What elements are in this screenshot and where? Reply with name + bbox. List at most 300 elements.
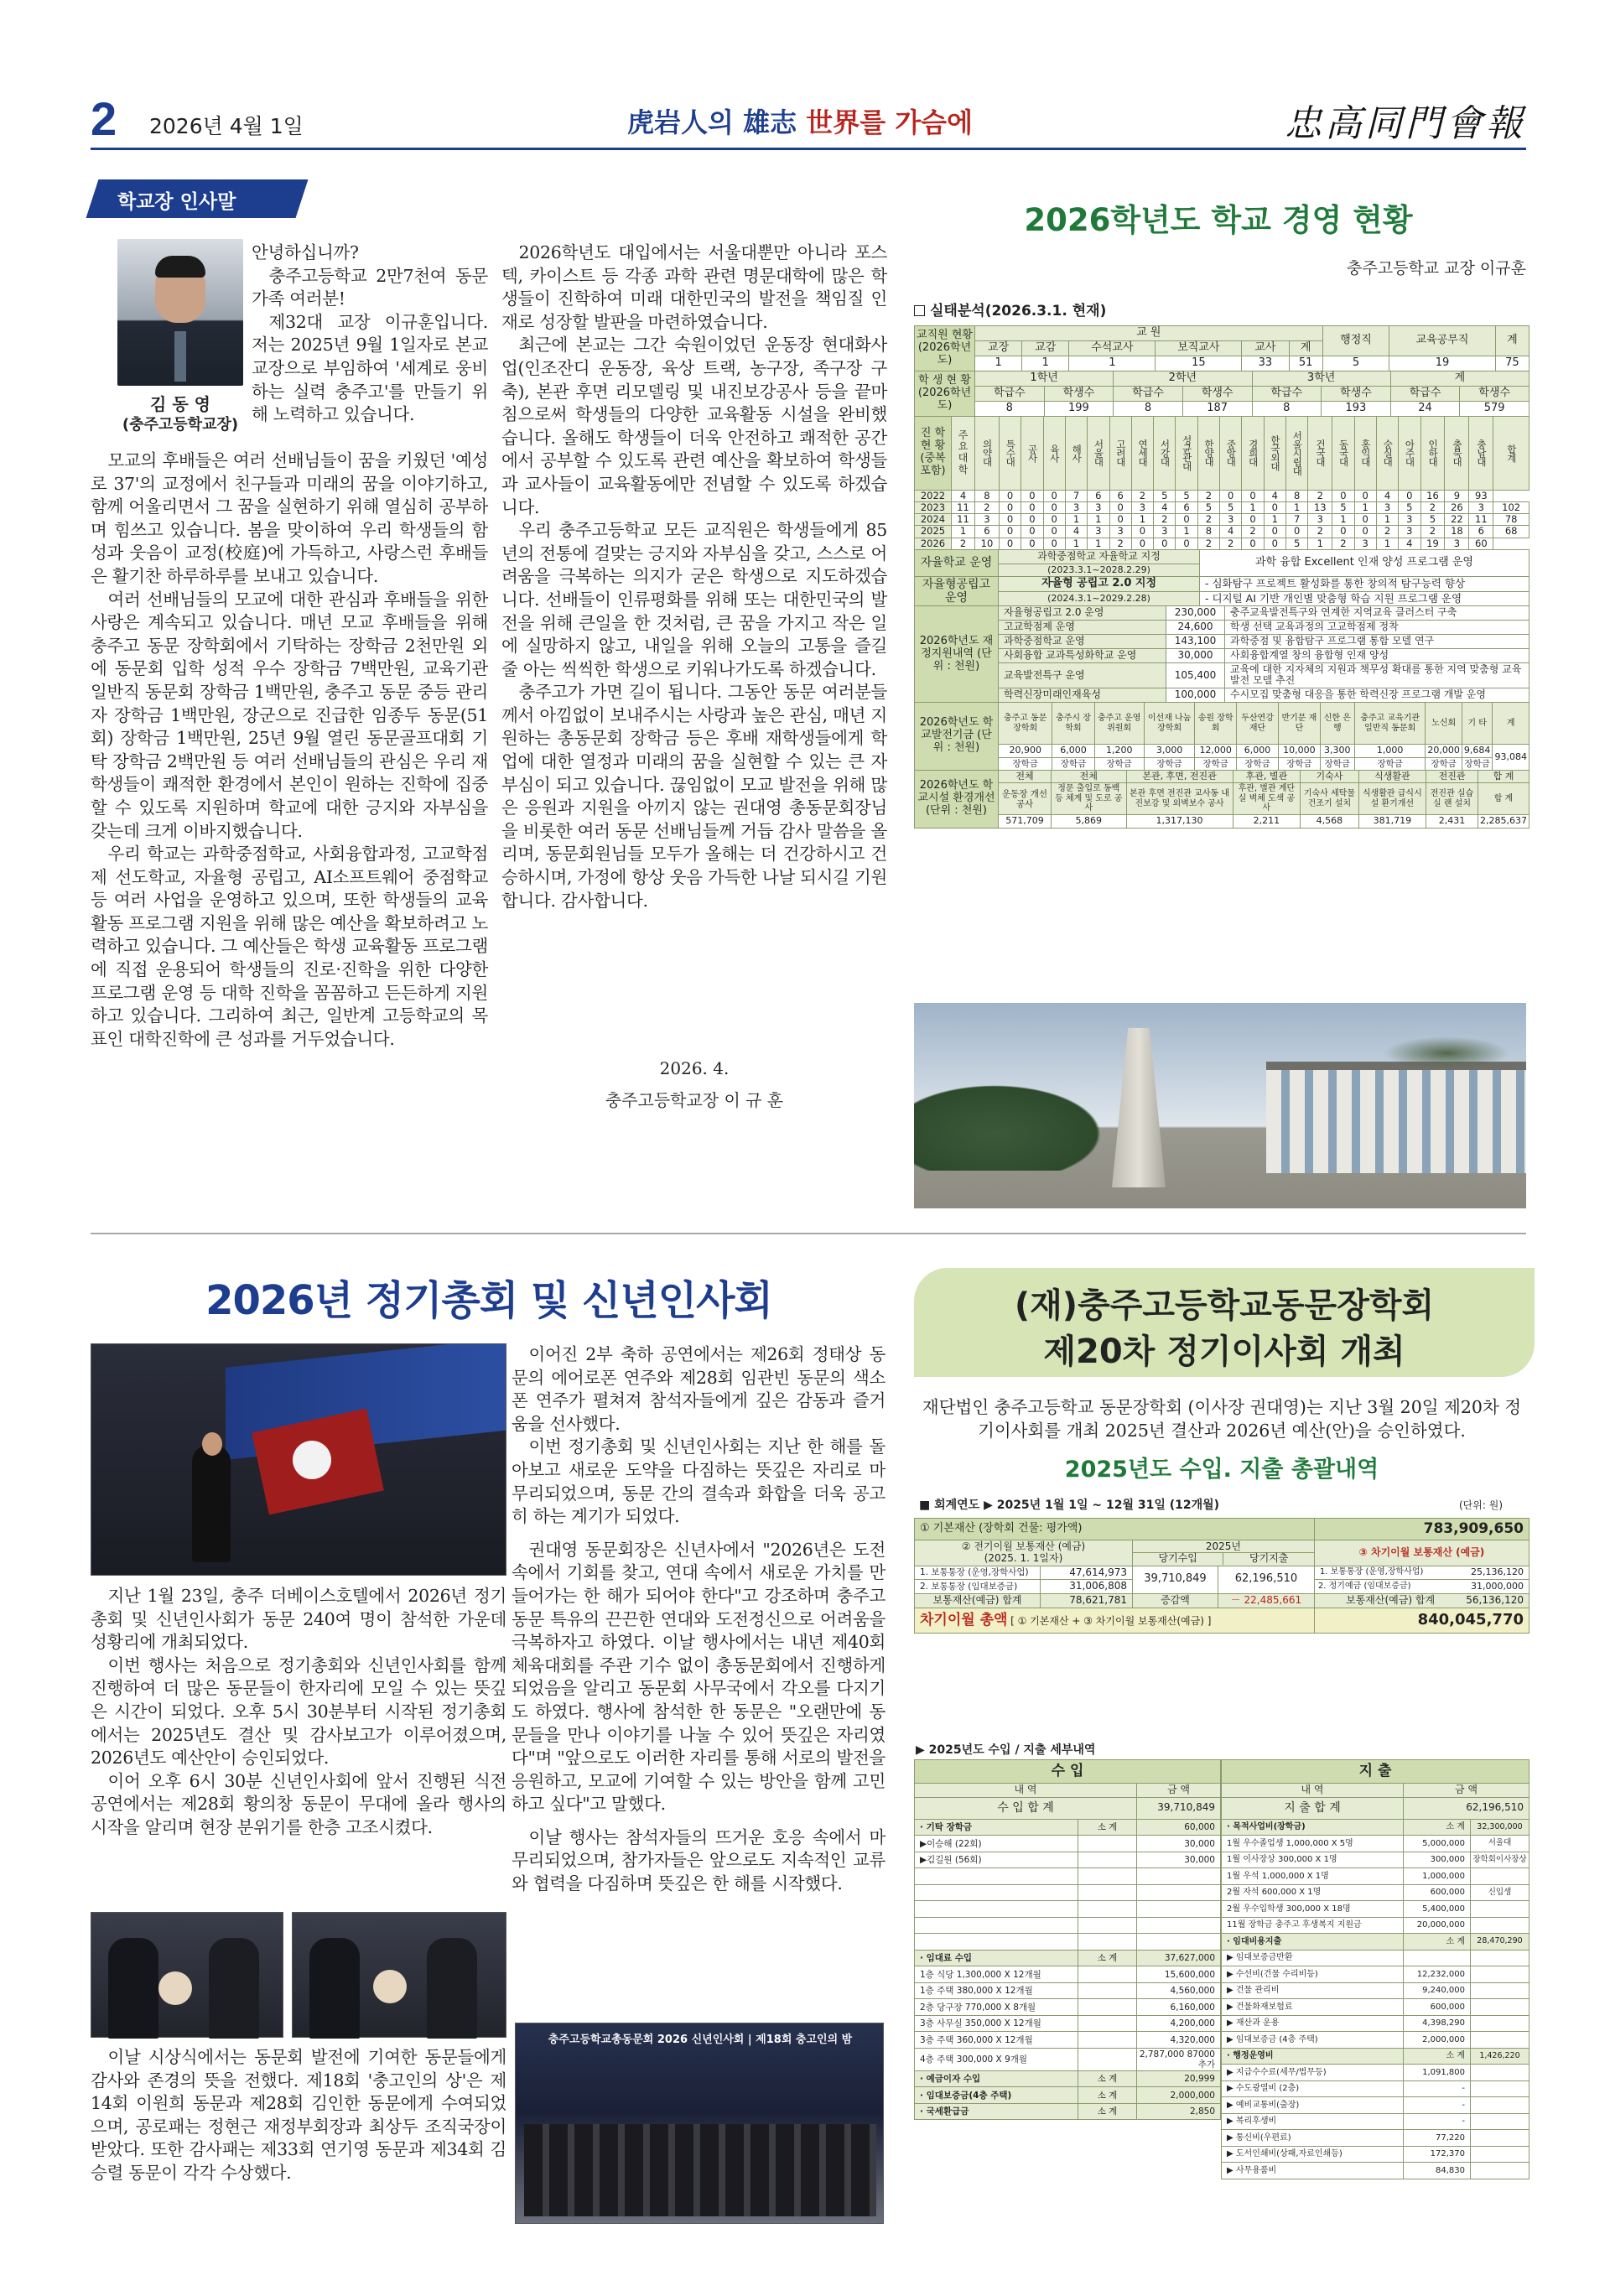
total-row (915, 1608, 1315, 1633)
expense-note (1471, 2015, 1530, 2032)
admission-value: 4 (1264, 490, 1285, 501)
admission-value: 8 (975, 490, 1000, 501)
scholar-head: 이선재 나눔 장학회 (1144, 703, 1195, 745)
scholar-table (914, 702, 1530, 771)
expense-note (1471, 1966, 1530, 1983)
paragraph: 여러 선배님들의 모교에 대한 관심과 후배들을 위한 사랑은 계속되고 있습니다. 매년 모교 후배들을 위해 충주고 동문 장학회에서 기탁하는 장학금 2천만원 외에 동문회 입학 성적 우수 장학금 7백만원, 교육기관 일반직 동문회 장학금 1백만원, 충주고 동문 중등 관리자 장학금 1백만원, 장군으로 진급한 임종두 동문(51회) 장학금 1백만원, 25년 9월 열린 동문골프대회 기탁 장학금 2백만원 등 여러 선배님들의 관심은 우리 재학생들이 쾌적한 환경에서 본인이 원하는 진학에 집중할 수 있도록 지원하며 학교에 대한 긍지와 자부심을 갖는데 크게 이바지했습니다. (91, 589, 488, 841)
next-row-2-label: 2. 정기예금 (임대보증금) (1317, 1581, 1411, 1591)
admission-value: 0 (1354, 514, 1376, 526)
facility-value: 2,211 (1233, 814, 1301, 828)
admission-value: 11 (1469, 514, 1493, 526)
admission-value: 0 (1332, 526, 1354, 538)
facility-value: 2,431 (1426, 814, 1478, 828)
expense-amount: 600,000 (1404, 1999, 1471, 2016)
scholar-value: 3,300 (1320, 745, 1354, 758)
admission-year: 2026 (915, 538, 952, 549)
admission-value: 93 (1469, 490, 1493, 501)
finance-item: 과학중점학교 운영 (999, 635, 1166, 649)
sum-next-label: 보통재산(예금) 합계 (1346, 1594, 1436, 1607)
public-c: - 디지털 AI 기반 개인별 맞춤형 학습 지원 프로그램 운영 (1200, 592, 1530, 606)
slogan-part-a: 虎岩人의 (627, 106, 744, 138)
admission-value: 3 (1469, 501, 1493, 513)
scholar-kind: 장학금 (1354, 757, 1425, 770)
admission-value: 4 (1220, 526, 1242, 538)
public-period: (2024.3.1~2029.2.28) (999, 592, 1200, 606)
income-amount: 30,000 (1137, 1852, 1221, 1868)
admission-value: 2 (1242, 526, 1264, 538)
finance-desc: 충주교육발전특구와 연계한 지역교육 클러스터 구축 (1225, 606, 1530, 621)
expense-row (1222, 1917, 1530, 1934)
total-desc: [ ① 기본재산 + ③ 차기이월 보통재산(예금) ] (1010, 1614, 1212, 1627)
grade-1: 1학년 (975, 371, 1114, 386)
admission-label: 진 학 현 황 (중복 포함) (915, 416, 952, 490)
basic-asset-value: 783,909,650 (1314, 1519, 1529, 1540)
expense-amount: 172,370 (1404, 2146, 1471, 2163)
income-sub (1078, 1868, 1137, 1885)
expense-row (1222, 2065, 1530, 2081)
income-row (915, 1819, 1221, 1836)
admission-value: 0 (999, 501, 1021, 513)
income-row (915, 2015, 1221, 2032)
scholar-head: 신한 은행 (1320, 703, 1354, 745)
expense-item: 2월 우수입학생 300,000 X 18명 (1222, 1901, 1404, 1918)
expense-note: 28,470,290 (1471, 1934, 1530, 1951)
autonomy-label: 자율학교 운영 (915, 549, 999, 576)
photo-icon (108, 1938, 158, 2039)
income-amount: 4,320,000 (1137, 2032, 1221, 2049)
income-item: 1층 식당 1,300,000 X 12개월 (915, 1966, 1078, 1983)
teacher-group: 교 원 (975, 326, 1323, 341)
expense-row (1222, 2080, 1530, 2097)
student-table (914, 371, 1530, 417)
scholar-kind: 장학금 (999, 757, 1052, 770)
income-item (915, 1934, 1078, 1951)
student-col: 학급수 (1114, 386, 1183, 401)
expense-amount: 600,000 (1404, 1884, 1471, 1901)
admission-value: 3 (1354, 538, 1376, 549)
expense-amount: 20,000,000 (1404, 1917, 1471, 1934)
staff-value: 51 (1289, 356, 1322, 371)
scholar-value: 20,000 (1426, 745, 1462, 758)
admission-value: 2 (1197, 514, 1219, 526)
admission-value: 0 (1109, 514, 1131, 526)
expense-item: ▶ 수도광열비 (2층) (1222, 2080, 1404, 2097)
income-amount: 30,000 (1137, 1836, 1221, 1852)
scholar-head: 충주고 동문 장학회 (999, 703, 1052, 745)
ordinary-sub: (2025. 1. 1일자) (984, 1551, 1063, 1564)
admission-col: 연세대 (1131, 416, 1153, 490)
diff-label: 증감액 (1133, 1594, 1218, 1608)
admission-value: 5 (1154, 490, 1176, 501)
admission-col: 육사 (1043, 416, 1065, 490)
income-item: · 임대보증금(4층 주택) (915, 2087, 1078, 2104)
paragraph: 이날 시상식에서는 동문회 발전에 기여한 동문들에게 감사와 존경의 뜻을 전했다. 제18회 '충고인의 상'은 제14회 이원희 동문과 제28회 김인한 동문에게 수여되었으며, 공로패는 정현근 재정부회장과 최상두 조직국장이 받았다. 또한 감사패는 제33회 연기영 동문과 제34회 김승렬 동문이 각각 수상했다. (91, 2047, 506, 2183)
admission-value: 0 (1220, 490, 1242, 501)
finance-table (914, 605, 1530, 703)
admission-value: 1 (1242, 501, 1264, 513)
award-photo-1 (91, 1912, 283, 2038)
expense-item: ▶ 재산과 운용 (1222, 2015, 1404, 2032)
paragraph: 이번 정기총회 및 신년인사회는 지난 한 해를 돌아보고 새로운 도약을 다짐하는 뜻깊은 자리로 마무리되었으며, 동문 간의 결속과 화합을 더욱 공고히 하는 계기가 되었다. (512, 1436, 886, 1527)
finance-desc: 과학중점 및 융합탐구 프로그램 통합 모델 연구 (1225, 635, 1530, 649)
sum-next-inner (1315, 1595, 1529, 1607)
paragraph: 이날 행사는 참석자들의 뜨거운 호응 속에서 마무리되었으며, 참가자들은 앞으로도 지속적인 교류와 협력을 다짐하며 뜻깊은 한 해를 시작했다. (512, 1826, 886, 1894)
admission-value: 6 (1109, 490, 1131, 501)
admission-value: 0 (1021, 514, 1043, 526)
admission-year: 2024 (915, 514, 952, 526)
income-amount (1137, 1868, 1221, 1885)
expense-amount: 77,220 (1404, 2130, 1471, 2147)
admission-value: 1 (952, 526, 975, 538)
person (209, 1938, 259, 2039)
sum-prev-value: 78,621,781 (1041, 1594, 1133, 1608)
expense-note (1471, 2130, 1530, 2147)
expense-item: ▶ 통신비(우편료) (1222, 2130, 1404, 2147)
expense-note (1471, 2146, 1530, 2163)
greeting-column-2 (501, 242, 887, 912)
income-row (915, 1901, 1221, 1918)
prev-row-1-label: 1. 보통통장 (운영,장학사업) (915, 1566, 1041, 1580)
admission-value: 0 (1242, 538, 1264, 549)
paragraph: 이어진 2부 축하 공연에서는 제26회 정태상 동문의 에어로폰 연주와 제28회 임관빈 동문의 색소폰 연주가 펼쳐져 참석자들에게 깊은 감동과 즐거움을 선사했다. (512, 1344, 886, 1434)
page-header (91, 88, 1526, 147)
admission-col: 동국대 (1332, 416, 1354, 490)
expense-item: ▶ 수선비(건물 수리비등) (1222, 1966, 1404, 1983)
paragraph: 2026학년도 대입에서는 서울대뿐만 아니라 포스텍, 카이스트 등 각종 과학 관련 명문대학에 많은 학생들이 진학하여 미래 대한민국의 발전을 책임질 인재로 성장할 발판을 마련하였습니다. (501, 242, 887, 332)
facility-value: 1,317,130 (1126, 814, 1233, 828)
admission-value: 22 (1445, 514, 1469, 526)
finance-amount: 230,000 (1166, 606, 1225, 621)
admission-col: 인하대 (1420, 416, 1445, 490)
expense-head: 지 출 (1222, 1760, 1530, 1784)
admission-value: 5 (1420, 514, 1445, 526)
admission-col: 한국외대 (1264, 416, 1285, 490)
staff-col: 수석교사 (1069, 340, 1156, 356)
admission-value: 6 (1088, 490, 1109, 501)
public-a: 자율형 공립고 2.0 지정 (999, 577, 1200, 592)
student-col: 학생수 (1044, 386, 1114, 401)
income-amount (1137, 1917, 1221, 1934)
admission-col: 공사 (1021, 416, 1043, 490)
facility-head: 운동장 개선 공사 (999, 783, 1052, 815)
admission-value: 3 (1088, 526, 1109, 538)
admission-row (915, 538, 1530, 549)
expense-note (1471, 1868, 1530, 1885)
admission-value: 0 (1109, 501, 1131, 513)
income-row (915, 2032, 1221, 2049)
prev-row-1-val: 47,614,973 (1041, 1566, 1133, 1580)
foundation-title-1: (재)충주고등학교동문장학회 (1014, 1286, 1435, 1325)
expense-table (1221, 1759, 1530, 2179)
expense-row (1222, 1999, 1530, 2016)
paragraph: 모교의 후배들은 여러 선배님들이 꿈을 키웠던 '예성로 37'의 교정에서 친구들과 미래의 꿈을 이야기하고, 함께 어울리면서 그 꿈을 실현하기 위해 열심히 공부하며 힘쓰고 있습니다. 봄을 맞이하여 우리 학생들의 함성과 웃음이 교정(校庭)에 가득하고, 사랑스런 후배들은 활기찬 하루하루를 보내고 있습니다. (91, 450, 488, 586)
admission-value: 8 (1286, 490, 1308, 501)
income-item: · 기탁 장학금 (915, 1819, 1078, 1836)
income-row (915, 1868, 1221, 1885)
admission-value: 8 (1197, 526, 1219, 538)
facility-top: 본관, 후면, 전진관 (1126, 770, 1233, 783)
facility-head: 기숙사 세탁물 건조기 설치 (1301, 783, 1358, 815)
expense-note (1471, 1982, 1530, 1999)
finance-item: 교육발전특구 운영 (999, 662, 1166, 688)
status-title: 2026학년도 학교 경영 현황 (1024, 202, 1413, 238)
detail-expense (1221, 1759, 1530, 2179)
finance-item: 자율형공립고 2.0 운영 (999, 606, 1166, 621)
admission-value: 3 (1399, 514, 1420, 526)
admission-value: 2 (1131, 490, 1153, 501)
income-item: ▶이승해 (22회) (915, 1836, 1078, 1852)
admission-value: 9 (1445, 490, 1469, 501)
students-label: 학 생 현 황(2026학년도) (915, 371, 975, 416)
facility-label: 2026학년도 학교시설 환경개선 (단위 : 천원) (915, 770, 999, 828)
admission-value: 1 (1065, 538, 1087, 549)
finance-label: 2026학년도 재정지원내역 (단위 : 천원) (915, 606, 999, 703)
detail-title: ▶ 2025년도 수입 / 지출 세부내역 (916, 1743, 1096, 1757)
income-row (915, 2103, 1221, 2120)
scholar-value: 10,000 (1279, 745, 1321, 758)
bouquet (158, 1971, 192, 2005)
paragraph: 우리 학교는 과학중점학교, 사회융합과정, 고교학점제 선도학교, 자율형 공립고, AI소프트웨어 중점학교 등 여러 사업을 운영하고 있으며, 또한 학생들의 교육활동 프로그램 지원을 위해 많은 예산을 확보하려고 노력하고 있습니다. 그 예산들은 학생 교육활동 프로그램에 직접 운용되어 학생들의 진로·진학을 위한 다양한 프로그램 운영 등 대학 진학을 꼼꼼하고 든든하게 지원하고 있습니다. 그리하여 최근, 일반계 고등학교의 목표인 대학진학에 큰 성과를 거두었습니다. (91, 844, 488, 1049)
unit-label: (단위: 원) (1459, 1499, 1503, 1511)
admission-value: 1 (1354, 501, 1376, 513)
income-sub: 소 계 (1078, 2103, 1137, 2120)
student-col: 학생수 (1460, 386, 1530, 401)
staff-value: 15 (1156, 356, 1242, 371)
expense-amount: 84,830 (1404, 2163, 1471, 2179)
meeting-title: 2026년 정기총회 및 신년인사회 (205, 1277, 772, 1324)
admission-col: 중앙대 (1220, 416, 1242, 490)
expense-col-name: 내 역 (1222, 1784, 1404, 1798)
school-building (1266, 1068, 1526, 1173)
admission-value: 3 (1308, 514, 1332, 526)
expense-item: ▶ 임대보증금반환 (1222, 1950, 1404, 1966)
slogan-part-b: 雄志 (743, 106, 807, 138)
income-item: 1층 주택 380,000 X 12개월 (915, 1982, 1078, 1999)
expense-row (1222, 1982, 1530, 1999)
income-row (915, 2070, 1221, 2087)
expense-note (1471, 1901, 1530, 1918)
income-amount: 4,200,000 (1137, 2015, 1221, 2032)
admission-value: 13 (1308, 501, 1332, 513)
sum-next (1314, 1594, 1529, 1608)
admission-value: 0 (999, 490, 1021, 501)
scholar-head: 충주고 교육기관 일반직 동문회 (1354, 703, 1425, 745)
admission-value: 3 (1131, 501, 1153, 513)
admission-year: 2023 (915, 501, 952, 513)
header-rule (91, 148, 1526, 150)
person (427, 1938, 477, 2039)
admission-value: 1 (1264, 514, 1285, 526)
admission-value: 3 (1154, 526, 1176, 538)
scholar-kind: 장학금 (1195, 757, 1237, 770)
expense-amount: 1,091,800 (1404, 2065, 1471, 2081)
basic-asset-label: ① 기본재산 (장학회 건물: 평가액) (915, 1519, 1315, 1540)
admission-value: 1 (1176, 526, 1197, 538)
admission-value: 1 (1308, 538, 1332, 549)
detail-income (914, 1759, 1221, 2120)
expense-row (1222, 2163, 1530, 2179)
scholar-kind: 장학금 (1320, 757, 1354, 770)
next-row-1-val: 25,136,120 (1471, 1566, 1524, 1578)
autonomy-a: 과학중점학교 자율학교 지정 (999, 549, 1200, 564)
autonomy-b: 과학 융합 Excellent 인재 양성 프로그램 운영 (1200, 549, 1530, 576)
inout-labels (1133, 1553, 1314, 1565)
admission-value: 60 (1469, 538, 1493, 549)
admission-value: 0 (1332, 490, 1354, 501)
event-banner: 충주고등학교총동문회 2026 신년인사회 | 제18회 충고인의 밤 (548, 2034, 853, 2046)
admission-value: 4 (952, 490, 975, 501)
expense-amount: - (1404, 2097, 1471, 2114)
scholar-value: 6,000 (1236, 745, 1278, 758)
admission-value: 16 (1420, 490, 1445, 501)
admission-col: 서강대 (1154, 416, 1176, 490)
income-sub (1078, 2015, 1137, 2032)
scholar-label: 2026학년도 학교발전기금 (단위 : 천원) (915, 703, 999, 771)
admission-value: 0 (1264, 501, 1285, 513)
staff-col: 교사 (1242, 340, 1289, 356)
paragraph: 지난 1월 23일, 충주 더베이스호텔에서 2026년 정기총회 및 신년인사회가 동문 240여 명이 참석한 가운데 성황리에 개최되었다. (91, 1586, 506, 1653)
staff-col: 교장 (975, 340, 1022, 356)
student-value: 8 (1252, 401, 1322, 416)
income-amount: 6,160,000 (1137, 1999, 1221, 2016)
scholar-head: 반기문 재단 (1279, 703, 1321, 745)
facility-top: 전체 (1052, 770, 1126, 783)
finance-amount: 105,400 (1166, 662, 1225, 688)
admission-value: 0 (1131, 526, 1153, 538)
status-byline: 충주고등학교 교장 이규훈 (1347, 259, 1526, 278)
admission-col: 서울대 (1088, 416, 1109, 490)
slogan-part-c: 世界를 가슴에 (806, 106, 974, 138)
admission-value: 0 (1286, 526, 1308, 538)
next-row-2-inner (1315, 1582, 1529, 1592)
student-value: 579 (1460, 401, 1530, 416)
expense-item: 1월 우석 1,000,000 X 1명 (1222, 1868, 1404, 1885)
admission-col: 서울시립대 (1286, 416, 1308, 490)
ordinary-label: ② 전기이월 보통재산 (예금) (961, 1540, 1086, 1552)
income-row (915, 1836, 1221, 1852)
income-sub (1078, 1966, 1137, 1983)
staff-value: 1 (1022, 356, 1069, 371)
greeting-line: 제32대 교장 이규훈입니다. 저는 2025년 9월 1일자로 본교 교장으로 부임하여 '세계로 웅비하는 실력 충주고'를 만들기 위해 노력하고 있습니다. (252, 311, 488, 425)
student-col: 학급수 (1390, 386, 1460, 401)
facility-head: 전진관 실습실 랜 설치 (1426, 783, 1478, 815)
scholar-head: 기 타 (1462, 703, 1493, 745)
income-sub (1078, 1934, 1137, 1951)
expense-row (1222, 2113, 1530, 2130)
meeting-column-a (91, 1585, 506, 1840)
income-amount: 20,999 (1137, 2070, 1221, 2087)
expense-item: 11월 장학금 충주고 후생복지 지원금 (1222, 1917, 1404, 1934)
expense-item: · 목적사업비(장학금) (1222, 1819, 1404, 1836)
staff-value: 33 (1242, 356, 1289, 371)
greeting-line: 충주고등학교 2만7천여 동문 가족 여러분! (252, 265, 488, 309)
facility-head: 식생활관 급식시설 환기개선 (1358, 783, 1426, 815)
expense-row (1222, 2130, 1530, 2147)
expense-note (1471, 2113, 1530, 2130)
admission-value: 2 (1197, 490, 1219, 501)
staff-col: 보직교사 (1156, 340, 1242, 356)
admission-col: 홍익대 (1354, 416, 1376, 490)
monument (1112, 1028, 1166, 1187)
expense-item: ▶ 복리후생비 (1222, 2113, 1404, 2130)
grade-3: 3학년 (1252, 371, 1390, 386)
photo-icon (1384, 1036, 1509, 1070)
foundation-subtitle: 2025년도 수입. 지출 총괄내역 (1064, 1457, 1379, 1483)
income-amount: 15,600,000 (1137, 1966, 1221, 1983)
admission-value: 5 (1197, 501, 1219, 513)
student-value: 8 (975, 401, 1045, 416)
admission-value: 2 (1220, 538, 1242, 549)
facility-top: 전체 (999, 770, 1052, 783)
admission-value: 6 (975, 526, 1000, 538)
admission-value: 0 (1131, 538, 1153, 549)
staff-col: 교감 (1022, 340, 1069, 356)
next-row-2-val: 31,000,000 (1471, 1580, 1524, 1592)
expense-amount: - (1404, 2080, 1471, 2097)
admission-value: 11 (952, 501, 975, 513)
student-col: 학급수 (975, 386, 1045, 401)
income-sub: 소 계 (1078, 1819, 1137, 1836)
admission-row (915, 490, 1530, 501)
next-row-1 (1314, 1566, 1529, 1580)
photo-icon (309, 1938, 360, 2039)
facility-head: 본관 후면 전진관 교사동 내진보강 및 외벽보수 공사 (1126, 783, 1233, 815)
public-label: 자율형공립고 운영 (915, 577, 999, 606)
finance-item: 학력신장미래인재육성 (999, 688, 1166, 703)
slogan (627, 101, 973, 140)
admission-value: 1 (1131, 514, 1153, 526)
income-row (915, 1884, 1221, 1901)
facility-top: 기숙사 (1301, 770, 1358, 783)
admission-row (915, 514, 1530, 526)
staff-value: 5 (1322, 356, 1389, 371)
income-item (915, 1901, 1078, 1918)
income-col-name: 내 역 (915, 1784, 1137, 1798)
scholar-kind: 장학금 (1462, 757, 1493, 770)
finance-desc: 사회융합계열 창의 융합형 인재 양성 (1225, 648, 1530, 662)
expense-note (1471, 2065, 1530, 2081)
finance-desc: 학생 선택 교육과정의 고교학점제 정착 (1225, 621, 1530, 635)
expense-note: 장학회이사장상 (1471, 1852, 1530, 1868)
admission-value: 10 (975, 538, 1000, 549)
admission-value: 3 (1445, 538, 1469, 549)
admission-col: 충북대 (1445, 416, 1469, 490)
tree-cluster (914, 1078, 1115, 1171)
facility-top: 식생활관 (1358, 770, 1426, 783)
income-sub (1078, 1836, 1137, 1852)
principal-title: (충주고등학교장) (122, 416, 239, 434)
admission-col: 고려대 (1109, 416, 1131, 490)
income-item (915, 1884, 1078, 1901)
next-row-2 (1314, 1580, 1529, 1594)
prev-row-2-val: 31,006,808 (1041, 1580, 1133, 1594)
staff-col: 행정직 (1322, 326, 1389, 356)
admission-col: 경희대 (1242, 416, 1264, 490)
facility-top: 합 계 (1478, 770, 1529, 783)
paragraph: 권대영 동문회장은 신년사에서 "2026년은 도전 속에서 기회를 찾고, 연대 속에서 새로운 가치를 만들어가는 한 해가 되어야 한다"고 강조하며 충주고 동문 특유의 끈끈한 연대와 도전정신으로 어려움을 극복하자고 하였다. 이날 행사에서는 내년 제40회 체육대회를 주관 기수 없이 총동문회에서 진행하게 되었음을 알리고 동문회 사무국에서 각오를 다지기도 하였다. 행사에 참석한 한 동문은 "오랜만에 동문들을 만나 이야기를 나눌 수 있어 뜻깊은 자리였다"며 "앞으로도 이러한 자리를 통해 서로의 발전을 응원하고, 모교에 기여할 수 있는 방안을 함께 고민하고 싶다"고 말했다. (512, 1539, 886, 1815)
admission-value: 5 (1332, 501, 1354, 513)
staff-value: 1 (1069, 356, 1156, 371)
staff-col: 계 (1289, 340, 1322, 356)
expense-row (1222, 2048, 1530, 2065)
expense-item: ▶ 예비교통비(출장) (1222, 2097, 1404, 2114)
person-hair (155, 256, 205, 278)
admission-value: 3 (1376, 501, 1398, 513)
finance-amount: 30,000 (1166, 648, 1225, 662)
greeting-intro (252, 242, 488, 427)
admission-value: 1 (1286, 501, 1308, 513)
admission-value: 0 (999, 538, 1021, 549)
